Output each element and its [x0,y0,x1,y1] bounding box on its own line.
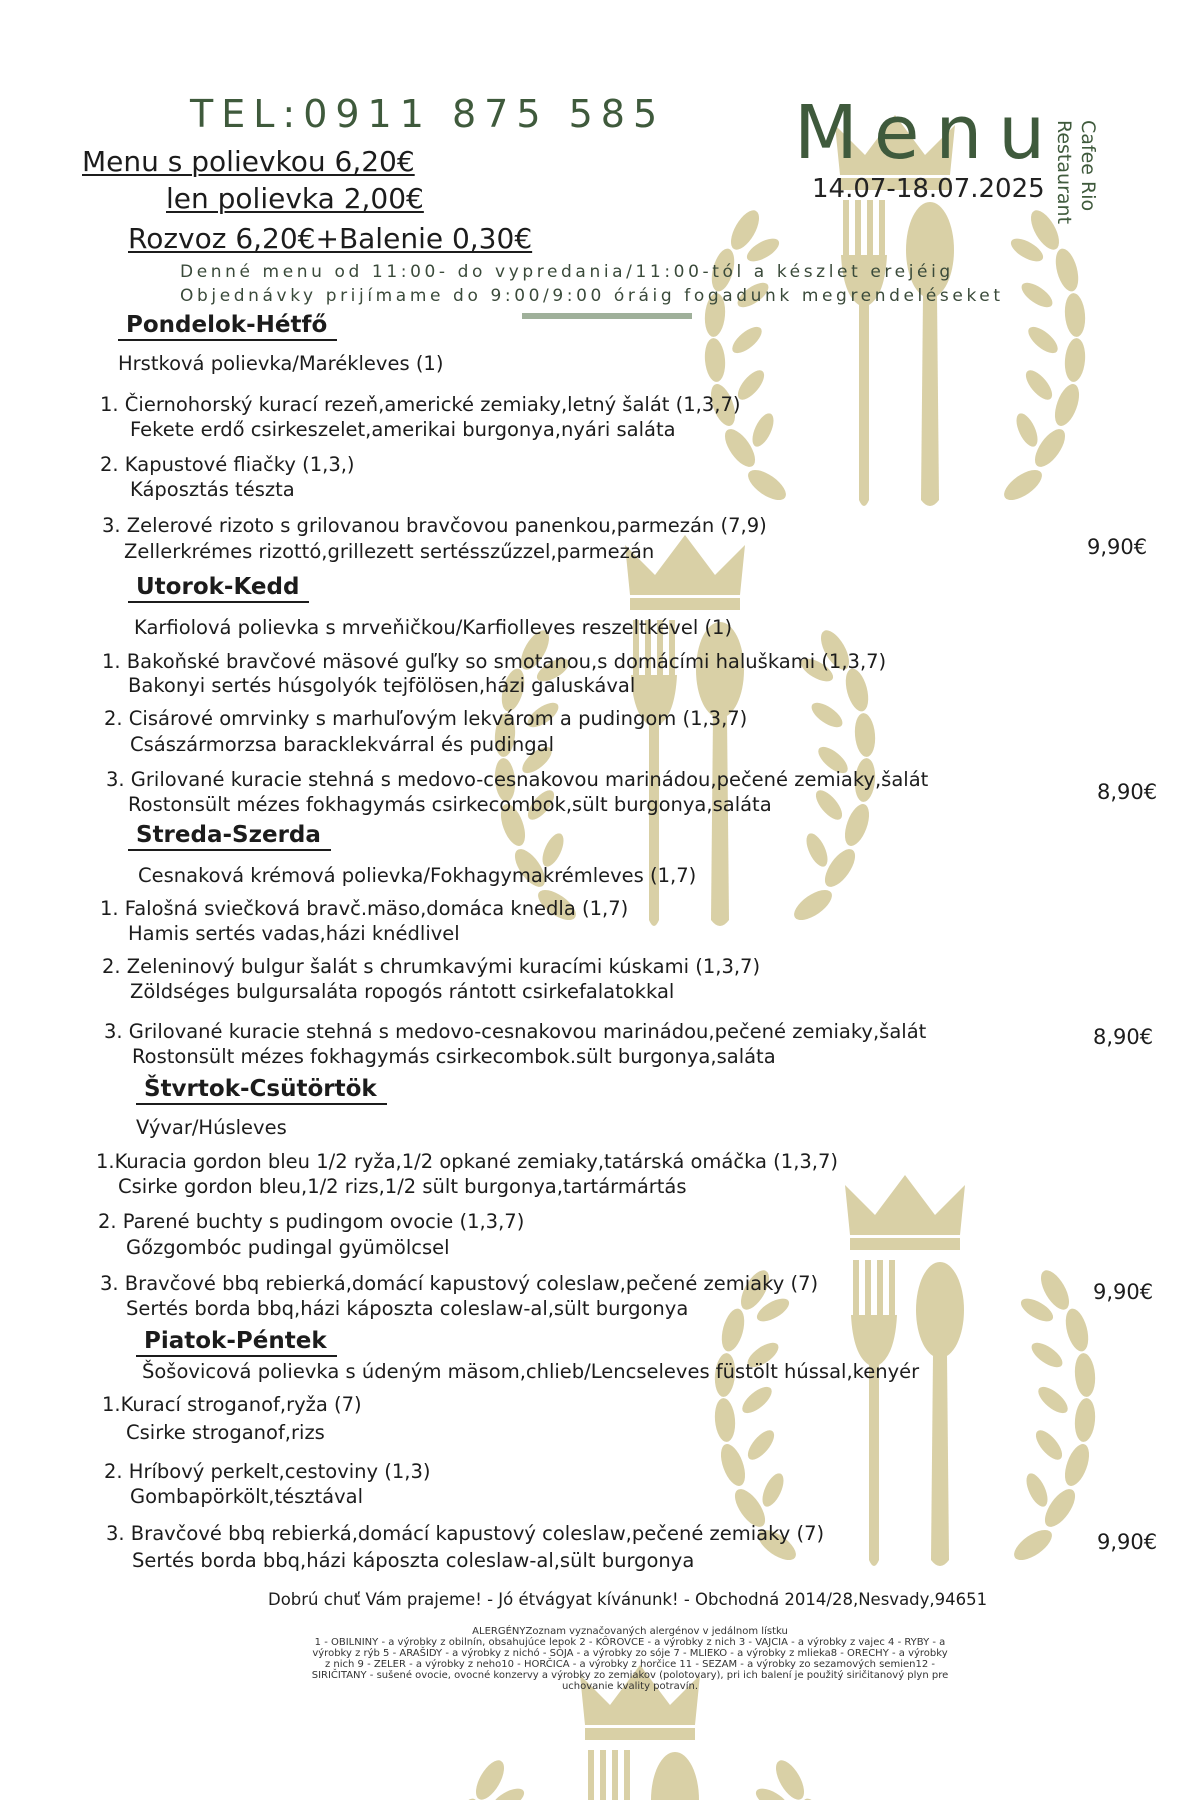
allergen-line: výrobky z rýb 5 - ARAŠIDY - a výrobky z nichó - SÓJA - a výrobky zo sóje 7 - MLIEKO - a výrobky z mlieka8 - ORECHY - a výrobky [312,1648,948,1659]
dish-thursday-3-sk: 3. Bravčové bbq rebierká,domácí kapustový coleslaw,pečené zemiaky (7) [100,1272,819,1295]
dish-wednesday-1-sk: 1. Falošná sviečková bravč.mäso,domáca knedla (1,7) [100,897,629,920]
day-heading-wednesday: Streda-Szerda [128,822,331,851]
restaurant-name [1052,120,1100,224]
dish-wednesday-3-hu: Rostonsült mézes fokhagymás csirkecombok.sült burgonya,saláta [132,1045,776,1068]
day-heading-tuesday: Utorok-Kedd [128,574,309,603]
dish-tuesday-2-sk: 2. Cisárové omrvinky s marhuľovým lekvárom a pudingom (1,3,7) [104,707,748,730]
dish-monday-2-sk: 2. Kapustové fliačky (1,3,) [100,453,355,476]
soup-thursday: Vývar/Húsleves [136,1116,287,1139]
price-wednesday: 8,90€ [1093,1025,1154,1049]
price-monday: 9,90€ [1087,535,1148,559]
dish-thursday-3-hu: Sertés borda bbq,házi káposzta coleslaw-al,sült burgonya [126,1297,689,1320]
dish-friday-3-hu: Sertés borda bbq,házi káposzta coleslaw-al,sült burgonya [132,1549,695,1572]
dish-thursday-2-sk: 2. Parené buchty s pudingom ovocie (1,3,7) [98,1210,525,1233]
dish-friday-3-sk: 3. Bravčové bbq rebierká,domácí kapustový coleslaw,pečené zemiaky (7) [106,1522,825,1545]
day-heading-friday: Piatok-Péntek [136,1328,337,1357]
dish-wednesday-3-sk: 3. Grilované kuracie stehná s medovo-cesnakovou marinádou,pečené zemiaky,šalát [104,1020,927,1043]
menu-dates: 14.07-18.07.2025 [812,174,1045,204]
price-soup-menu: Menu s polievkou 6,20€ [82,145,415,178]
dish-tuesday-3-sk: 3. Grilované kuracie stehná s medovo-cesnakovou marinádou,pečené zemiaky,šalát [106,768,929,791]
allergen-line: z nich 9 - ZELER - a výrobky z neho10 - HORČICA - a výrobky z horčice 11 - SEZAM - a výrobky zo sezamových semien12 - [325,1659,935,1670]
dish-tuesday-1-sk: 1. Bakoňské bravčové mäsové guľky so smotanou,s domácími haluškami (1,3,7) [102,650,887,673]
allergen-line: 1 - OBILNINY - a výrobky z obilnín, obsahujúce lepok 2 - KÔROVCE - a výrobky z nich 3 - VAJCIA - a výrobky z vajec 4 - RYBY - a [314,1637,946,1648]
price-thursday: 9,90€ [1093,1280,1154,1304]
allergen-list [270,1626,990,1692]
soup-monday: Hrstková polievka/Marékleves (1) [118,352,444,375]
day-heading-thursday: Štvrtok-Csütörtök [136,1076,387,1105]
dish-tuesday-3-hu: Rostonsült mézes fokhagymás csirkecombok,sült burgonya,saláta [128,793,772,816]
dish-wednesday-2-sk: 2. Zeleninový bulgur šalát s chrumkavými kuracími kúskami (1,3,7) [102,955,761,978]
price-soup-only: len polievka 2,00€ [166,182,424,215]
telephone-number: TEL:0911 875 585 [190,92,666,136]
dish-monday-1-hu: Fekete erdő csirkeszelet,amerikai burgonya,nyári saláta [130,418,676,441]
dish-thursday-1-sk: 1.Kuracia gordon bleu 1/2 ryža,1/2 opkané zemiaky,tatárská omáčka (1,3,7) [96,1150,839,1173]
price-delivery: Rozvoz 6,20€+Balenie 0,30€ [128,222,533,255]
dish-monday-2-hu: Káposztás tészta [130,478,295,501]
price-friday: 9,90€ [1097,1530,1158,1554]
decorative-divider [522,313,692,319]
price-tuesday: 8,90€ [1097,780,1158,804]
dish-monday-1-sk: 1. Čiernohorský kurací rezeň,americké zemiaky,letný šalát (1,3,7) [100,393,741,416]
allergen-title: ALERGÉNYZoznam vyznačovaných alergénov v jedálnom lístku [472,1626,788,1637]
soup-tuesday: Karfiolová polievka s mrveňičkou/Karfiolleves reszeltkével (1) [134,616,733,639]
dish-thursday-2-hu: Gőzgombóc pudingal gyümölcsel [126,1236,450,1259]
soup-friday: Šošovicová polievka s údeným mäsom,chlieb/Lencseleves füstölt hússal,kenyér [142,1360,920,1383]
allergen-line: uchovanie kvality potravín. [561,1681,699,1692]
dish-friday-2-sk: 2. Hríbový perkelt,cestoviny (1,3) [104,1460,431,1483]
info-orders: Objednávky prijímame do 9:00/9:00 óráig fogadunk megrendeléseket [180,286,1004,306]
dish-wednesday-1-hu: Hamis sertés vadas,házi knédlivel [128,922,460,945]
dish-wednesday-2-hu: Zöldséges bulgursaláta ropogós rántott csirkefalatokkal [130,980,675,1003]
dish-monday-3-hu: Zellerkrémes rizottó,grillezett sertésszűzzel,parmezán [124,540,655,563]
dish-friday-2-hu: Gombapörkölt,tésztával [130,1485,364,1508]
dish-thursday-1-hu: Csirke gordon bleu,1/2 rizs,1/2 sült burgonya,tartármártás [118,1175,687,1198]
menu-title: Menu [794,90,1062,176]
dish-friday-1-hu: Csirke stroganof,rizs [126,1421,325,1444]
day-heading-monday: Pondelok-Hétfő [118,312,337,341]
dish-tuesday-1-hu: Bakonyi sertés húsgolyók tejfölösen,házi galuskával [128,674,636,697]
allergen-line: SIRIČITANY - sušené ovocie, ovocné konzervy a výrobky zo zemiakov (polotovary), pri ich balení je použitý siričitanový plyn pre [311,1670,949,1681]
dish-tuesday-2-hu: Császármorzsa baracklekvárral és pudingal [130,733,554,756]
info-opening-hours: Denné menu od 11:00- do vypredania/11:00-tól a készlet erejéig [180,262,954,282]
soup-wednesday: Cesnaková krémová polievka/Fokhagymakrémleves (1,7) [138,864,697,887]
dish-friday-1-sk: 1.Kurací stroganof,ryža (7) [102,1393,362,1416]
footer-greeting-address: Dobrú chuť Vám prajeme! - Jó étvágyat kívánunk! - Obchodná 2014/28,Nesvady,94651 [268,1590,988,1609]
dish-monday-3-sk: 3. Zelerové rizoto s grilovanou bravčovou panenkou,parmezán (7,9) [102,514,767,537]
cafe-label: Cafee Rio [1077,120,1099,212]
restaurant-label: Restaurant [1053,120,1075,225]
